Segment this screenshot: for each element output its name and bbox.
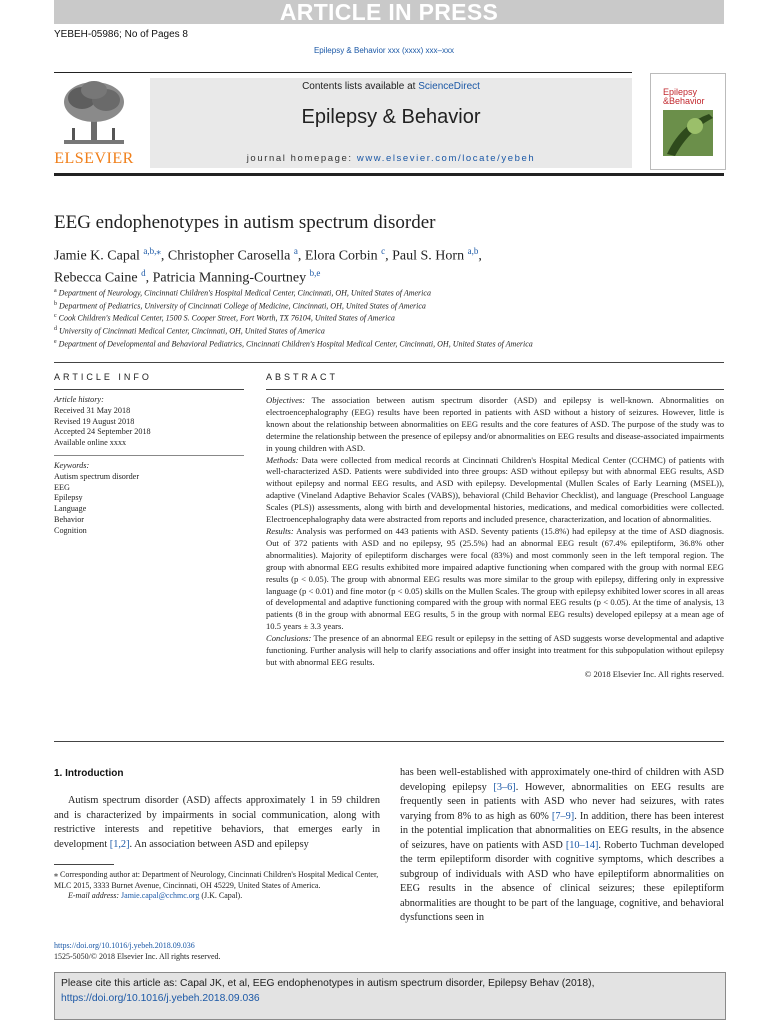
intro-right-column: has been well-established with approximately one-third of children with ASD developing epilepsy [3–6]. However, abnormalities on EEG results are frequently seen in patients with ASD who never had seizures, with rates varying from 8% to as high as 60% [7–9]. In addition, there has been interest in the potential implication that abnormalities on EEG results, in the absence of seizures, have on patients with ASD [10–14]. Roberto Tuchman developed the term epileptiform disorder with cognitive symptoms, which describes a subgroup of individuals with ASD who have epileptiform abnormalities on EEG results in the absence of clinical seizures; these epileptiform abnormalities are thought to be part of the language, cognitive, and behavioral dysfunctions seen in	[400, 767, 725, 923]
keywords-label: Keywords:	[54, 460, 90, 470]
abstract-body	[266, 395, 724, 681]
author-name[interactable]: Christopher Carosella	[167, 248, 291, 264]
journal-title: Epilepsy & Behavior	[301, 106, 481, 128]
header-top-rule	[54, 72, 632, 73]
keyword-item[interactable]: Autism spectrum disorder	[54, 471, 140, 481]
sciencedirect-link[interactable]: ScienceDirect	[418, 81, 480, 92]
keywords-rule	[54, 455, 244, 456]
article-title: EEG endophenotypes in autism spectrum disorder	[54, 212, 436, 233]
article-info	[54, 395, 244, 537]
affiliation-item: $^a$ Department of Neurology, Cincinnati Children's Hospital Medical Center, Cincinnati, OH, United States of America	[54, 288, 431, 298]
history-item: Accepted 24 September 2018	[54, 427, 151, 437]
intro-left-column: Autism spectrum disorder (ASD) affects approximately 1 in 59 children and is characterized by impairments in social communication, along with restrictive interests and repetitive behaviors, that emerges early in development [1,2]. An association between ASD and epilepsy	[54, 795, 380, 850]
author-affiliation-marker[interactable]: c	[381, 246, 386, 256]
homepage-link[interactable]: www.elsevier.com/locate/yebeh	[356, 153, 536, 164]
affiliation-item: $^c$ Cook Children's Medical Center, 1500 S. Cooper Street, Fort Worth, TX 76104, United States of America	[54, 313, 395, 323]
doi-block	[54, 940, 221, 962]
doi-link[interactable]: https://doi.org/10.1016/j.yebeh.2018.09.036	[54, 941, 195, 950]
elsevier-tree-icon	[54, 78, 134, 150]
body-top-rule	[54, 741, 724, 742]
keyword-item[interactable]: Epilepsy	[54, 493, 83, 503]
author-name[interactable]: Rebecca Caine	[54, 270, 138, 286]
abstract-objectives: Objectives: The association between autism spectrum disorder (ASD) and epilepsy is well-known. Abnormalities on electroencephalography (EEG) results have been reported in patients with ASD without a history of seizures. However, little is known about the relationship between abnormalities on EEG results and the core features of ASD. The purpose of the study was to determine the relationship between the presence of epilepsy and/or abnormalities on EEG results and disease-associated impairments in young children with ASD.	[266, 395, 724, 453]
reference-link[interactable]: [1,2]	[109, 838, 130, 850]
affiliation-item: $^b$ Department of Pediatrics, University of Cincinnati College of Medicine, Cincinnati, OH, United States of America	[54, 300, 426, 311]
cover-image-icon	[651, 74, 725, 169]
abstract-methods: Methods: Data were collected from medical records at Cincinnati Children's Hospital Medical Center (CCHMC) of patients with well-characterized ASD. Patients were subdivided into three groups: ASD without epilepsy but with abnormal EEG results, ASD without epilepsy and normal EEG results, and ASD with epilepsy. Developmental (Mullen Scales of Early Learning (MSEL)), adaptive (Vineland Adaptive Behavior Scales (VABS)), behavioral (Child Behavior Checklist), and language (Preschool Language Scales (PLS)) assessments, along with birth and developmental histories, medications, and medical comorbidities were collected. Electroencephalography data were abstracted from reports and included presence, characterization, and location of abnormalities.	[266, 454, 724, 525]
abstract-heading: ABSTRACT	[266, 372, 339, 382]
history-label: Article history:	[54, 395, 104, 404]
keyword-item[interactable]: EEG	[54, 482, 70, 492]
author-name[interactable]: Elora Corbin	[304, 248, 378, 264]
author-affiliation-marker[interactable]: b,e	[309, 267, 321, 278]
info-rule	[54, 389, 244, 390]
publisher-name: ELSEVIER	[54, 150, 134, 167]
keyword-item[interactable]: Behavior	[54, 514, 85, 524]
affiliation-item: $^d$ University of Cincinnati Medical Center, Cincinnati, OH, United States of America	[54, 325, 325, 336]
citation-box: Please cite this article as: Capal JK, et al, EEG endophenotypes in autism spectrum disorder, Epilepsy Behav (2018), https://doi.org/10.1016/j.yebeh.2018.09.036	[54, 972, 726, 1020]
journal-citation-line[interactable]: Epilepsy & Behavior xxx (xxxx) xxx–xxx	[313, 46, 455, 55]
section-rule	[54, 362, 724, 363]
contents-line	[150, 81, 632, 92]
reference-link[interactable]: [7–9]	[551, 810, 575, 822]
article-in-press-banner: ARTICLE IN PRESS	[54, 0, 724, 24]
header-bottom-rule	[54, 173, 724, 176]
email-link[interactable]: Jamie.capal@cchmc.org	[121, 891, 200, 900]
cover-title-line1: Epilepsy	[663, 87, 698, 97]
keyword-item[interactable]: Cognition	[54, 525, 87, 535]
issn-line: 1525-5050/© 2018 Elsevier Inc. All rights reserved.	[54, 952, 221, 961]
reference-link[interactable]: [10–14]	[565, 839, 599, 851]
footnote-rule	[54, 864, 114, 865]
author-list: Jamie K. Capal $^{a,b,⁎}$, Christopher Carosella $^a$, Elora Corbin $^c$, Paul S. Horn $^{a,b}$, Rebecca Caine $^d$, Patricia Manning-Courtney $^{b,e}$	[54, 246, 482, 286]
introduction-heading: 1. Introduction	[54, 768, 124, 779]
citation-doi-link[interactable]: https://doi.org/10.1016/j.yebeh.2018.09.036	[61, 992, 260, 1004]
cover-title-line2: &Behavior	[663, 96, 705, 106]
journal-homepage-line	[150, 153, 632, 164]
history-item: Revised 19 August 2018	[54, 416, 135, 426]
author-affiliation-marker[interactable]: a,b	[467, 246, 479, 256]
article-info-heading: ARTICLE INFO	[54, 372, 152, 382]
abstract-copyright: © 2018 Elsevier Inc. All rights reserved.	[584, 668, 724, 679]
author-affiliation-marker[interactable]: a,b,⁎	[143, 246, 161, 256]
history-item: Available online xxxx	[54, 438, 127, 448]
contents-prefix: Contents lists available at	[302, 81, 419, 92]
author-name[interactable]: Jamie K. Capal	[54, 248, 140, 264]
author-affiliation-marker[interactable]: d	[141, 267, 146, 278]
affiliation-item: $^e$ Department of Developmental and Behavioral Pediatrics, Cincinnati Children's Hospital Medical Center, Cincinnati, OH, United States of America	[54, 338, 533, 349]
history-item: Received 31 May 2018	[54, 405, 131, 415]
affiliation-list	[54, 286, 724, 349]
abstract-conclusions: Conclusions: The presence of an abnormal EEG result or epilepsy in the setting of ASD suggests worse developmental and adaptive functioning. Further analysis will help to clarify associations and offer insight into treatment for this subpopulation without epilepsy but with abnormal EEG results.	[266, 633, 724, 667]
keyword-item[interactable]: Language	[54, 504, 87, 514]
corresponding-author-footnote: ⁎ Corresponding author at: Department of Neurology, Cincinnati Children's Hospital Medical Center, MLC 2015, 3333 Burnet Avenue, Cincinnati, OH 45229, United States of America. E-mail address: Jamie.capal@cchmc.org (J.K. Capal).	[54, 870, 379, 900]
reference-link[interactable]: [3–6]	[493, 781, 516, 793]
homepage-prefix: journal homepage:	[246, 153, 357, 164]
author-affiliation-marker[interactable]: a	[293, 246, 298, 256]
abstract-results: Results: Analysis was performed on 443 patients with ASD. Seventy patients (15.8%) had epilepsy at the time of ASD diagnosis. Out of 372 patients with ASD and no epilepsy, 95 (25.5%) had an abnormal EEG result (67.4% epileptiform, 36.8% other abnormalities). Majority of epileptiform discharges were focal (83%) and most commonly seen in the left temporal region. The group with abnormal EEG results exhibited more impaired adaptive functioning when compared with the group with normal EEG results (p < 0.05). The group with abnormal EEG results was more similar to the group with epilepsy, differing only in expressive language (p < 0.01) and fine motor (p < 0.05) skills on the Mullen Scales. The group with epilepsy exhibited lower scores in all areas of developmental and adaptive functioning compared with the group with normal EEG results (p < 0.05). At the time of analysis, 13 patients (8 in the group with abnormal EEG results, 5 in the group with normal EEG results) developed epilepsy at a mean age of 10.5 years ± 3.3 years.	[266, 525, 724, 632]
journal-cover-thumbnail[interactable]	[650, 73, 726, 170]
abstract-rule	[266, 389, 724, 390]
article-identifier: YEBEH-05986; No of Pages 8	[54, 29, 188, 40]
author-name[interactable]: Paul S. Horn	[392, 248, 465, 264]
author-name[interactable]: Patricia Manning-Courtney	[152, 270, 307, 286]
